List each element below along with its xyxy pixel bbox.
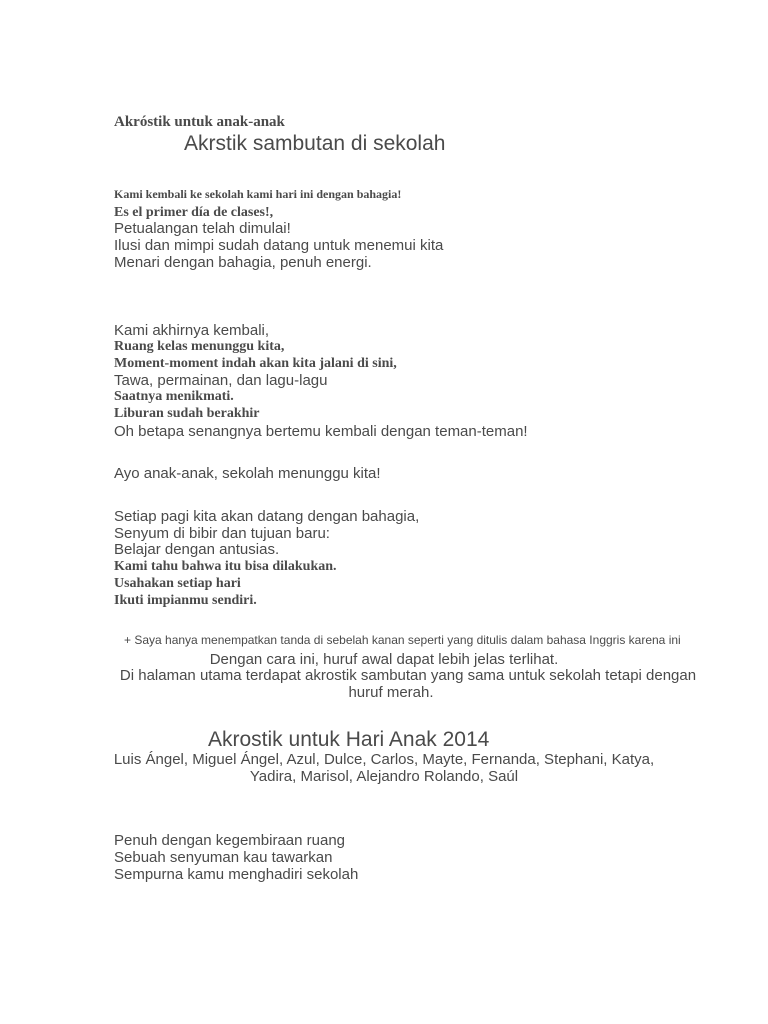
poem5-line-3: Sempurna kamu menghadiri sekolah: [114, 866, 359, 883]
poem1-line-4: Ilusi dan mimpi sudah datang untuk menemui kita: [114, 237, 444, 254]
poem2-line-4: Tawa, permainan, dan lagu-lagu: [114, 372, 328, 389]
small-title: Akróstik untuk anak-anak: [114, 114, 285, 130]
poem1-line-5: Menari dengan bahagia, penuh energi.: [114, 254, 372, 271]
poem4-line-4: Kami tahu bahwa itu bisa dilakukan.: [114, 559, 337, 574]
poem4-line-1: Setiap pagi kita akan datang dengan bahagia,: [114, 508, 420, 525]
names-line-2: Yadira, Marisol, Alejandro Rolando, Saúl: [249, 768, 519, 785]
poem2-line-6: Liburan sudah berakhir: [114, 406, 260, 421]
poem2-line-3: Moment-moment indah akan kita jalani di sini,: [114, 356, 397, 371]
poem5-line-2: Sebuah senyuman kau tawarkan: [114, 849, 333, 866]
poem2-line-2: Ruang kelas menunggu kita,: [114, 339, 285, 354]
poem2-line-5: Saatnya menikmati.: [114, 389, 234, 404]
poem4-line-5: Usahakan setiap hari: [114, 576, 241, 591]
poem3-line: Ayo anak-anak, sekolah menunggu kita!: [114, 465, 381, 482]
poem1-line-2: Es el primer día de clases!,: [114, 205, 274, 220]
poem4-line-2: Senyum di bibir dan tujuan baru:: [114, 525, 330, 542]
main-title: Akrstik sambutan di sekolah: [184, 132, 446, 155]
names-line-1: Luis Ángel, Miguel Ángel, Azul, Dulce, Carlos, Mayte, Fernanda, Stephani, Katya,: [113, 751, 655, 768]
poem2-line-1: Kami akhirnya kembali,: [114, 322, 270, 339]
poem4-line-6: Ikuti impianmu sendiri.: [114, 593, 257, 608]
poem1-line-1: Kami kembali ke sekolah kami hari ini dengan bahagia!: [114, 187, 402, 201]
note-line-1: + Saya hanya menempatkan tanda di sebelah kanan seperti yang ditulis dalam bahasa Inggris karena ini: [124, 633, 681, 647]
section-title: Akrostik untuk Hari Anak 2014: [208, 728, 490, 751]
poem1-line-3: Petualangan telah dimulai!: [114, 220, 291, 237]
poem5-line-1: Penuh dengan kegembiraan ruang: [114, 832, 346, 849]
note-line-3: Di halaman utama terdapat akrostik sambutan yang sama untuk sekolah tetapi dengan: [119, 667, 697, 684]
note-line-2: Dengan cara ini, huruf awal dapat lebih jelas terlihat.: [209, 651, 559, 668]
note-line-4: huruf merah.: [348, 684, 434, 701]
poem2-line-7: Oh betapa senangnya bertemu kembali dengan teman-teman!: [114, 423, 528, 440]
poem4-line-3: Belajar dengan antusias.: [114, 541, 280, 558]
